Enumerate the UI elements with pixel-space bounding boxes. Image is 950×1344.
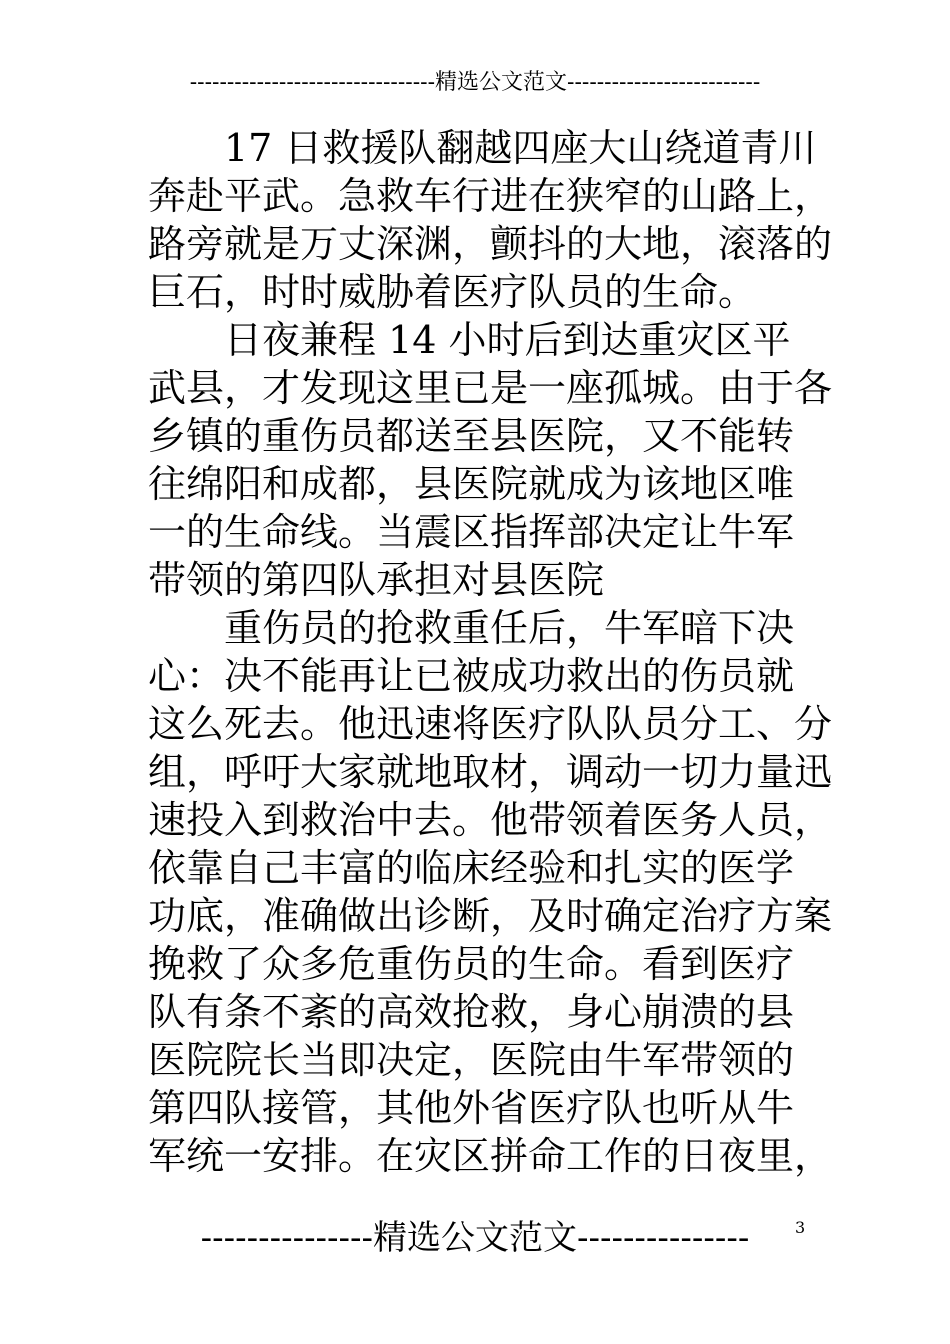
document-body xyxy=(148,124,833,1180)
text-line: 17 日救援队翻越四座大山绕道青川 xyxy=(224,126,817,170)
text-line: 心：决不能再让已被成功救出的伤员就 xyxy=(148,654,795,698)
text-line: 一的生命线。当震区指挥部决定让牛军 xyxy=(148,510,795,554)
page-number: 3 xyxy=(795,1218,806,1237)
text-line: 这么死去。他迅速将医疗队队员分工、分 xyxy=(148,702,833,746)
text-line: 依靠自己丰富的临床经验和扎实的医学 xyxy=(148,846,795,890)
text-line: 军统一安排。在灾区拼命工作的日夜里， xyxy=(148,1134,833,1178)
page-header: ---------------------------------精选公文范文-------------------------- xyxy=(189,70,761,95)
text-line: 奔赴平武。急救车行进在狭窄的山路上， xyxy=(148,174,833,218)
text-line: 带领的第四队承担对县医院 xyxy=(148,558,605,602)
text-line: 路旁就是万丈深渊，颤抖的大地，滚落的 xyxy=(148,222,833,266)
text-line: 巨石，时时威胁着医疗队员的生命。 xyxy=(148,270,757,314)
text-line: 速投入到救治中去。他带领着医务人员， xyxy=(148,798,833,842)
text-line: 功底，准确做出诊断，及时确定治疗方案 xyxy=(148,894,833,938)
text-line: 武县，才发现这里已是一座孤城。由于各 xyxy=(148,366,833,410)
text-line: 挽救了众多危重伤员的生命。看到医疗 xyxy=(148,942,795,986)
text-line: 重伤员的抢救重任后，牛军暗下决 xyxy=(224,606,795,650)
text-line: 组，呼吁大家就地取材，调动一切力量迅 xyxy=(148,750,833,794)
text-line: 乡镇的重伤员都送至县医院，又不能转 xyxy=(148,414,795,458)
text-line: 往绵阳和成都，县医院就成为该地区唯 xyxy=(148,462,795,506)
page-footer: ---------------精选公文范文--------------- xyxy=(200,1218,750,1258)
text-line: 医院院长当即决定，医院由牛军带领的 xyxy=(148,1038,795,1082)
text-line: 第四队接管，其他外省医疗队也听从牛 xyxy=(148,1086,795,1130)
text-line: 日夜兼程 14 小时后到达重灾区平 xyxy=(224,318,791,362)
text-line: 队有条不紊的高效抢救，身心崩溃的县 xyxy=(148,990,795,1034)
